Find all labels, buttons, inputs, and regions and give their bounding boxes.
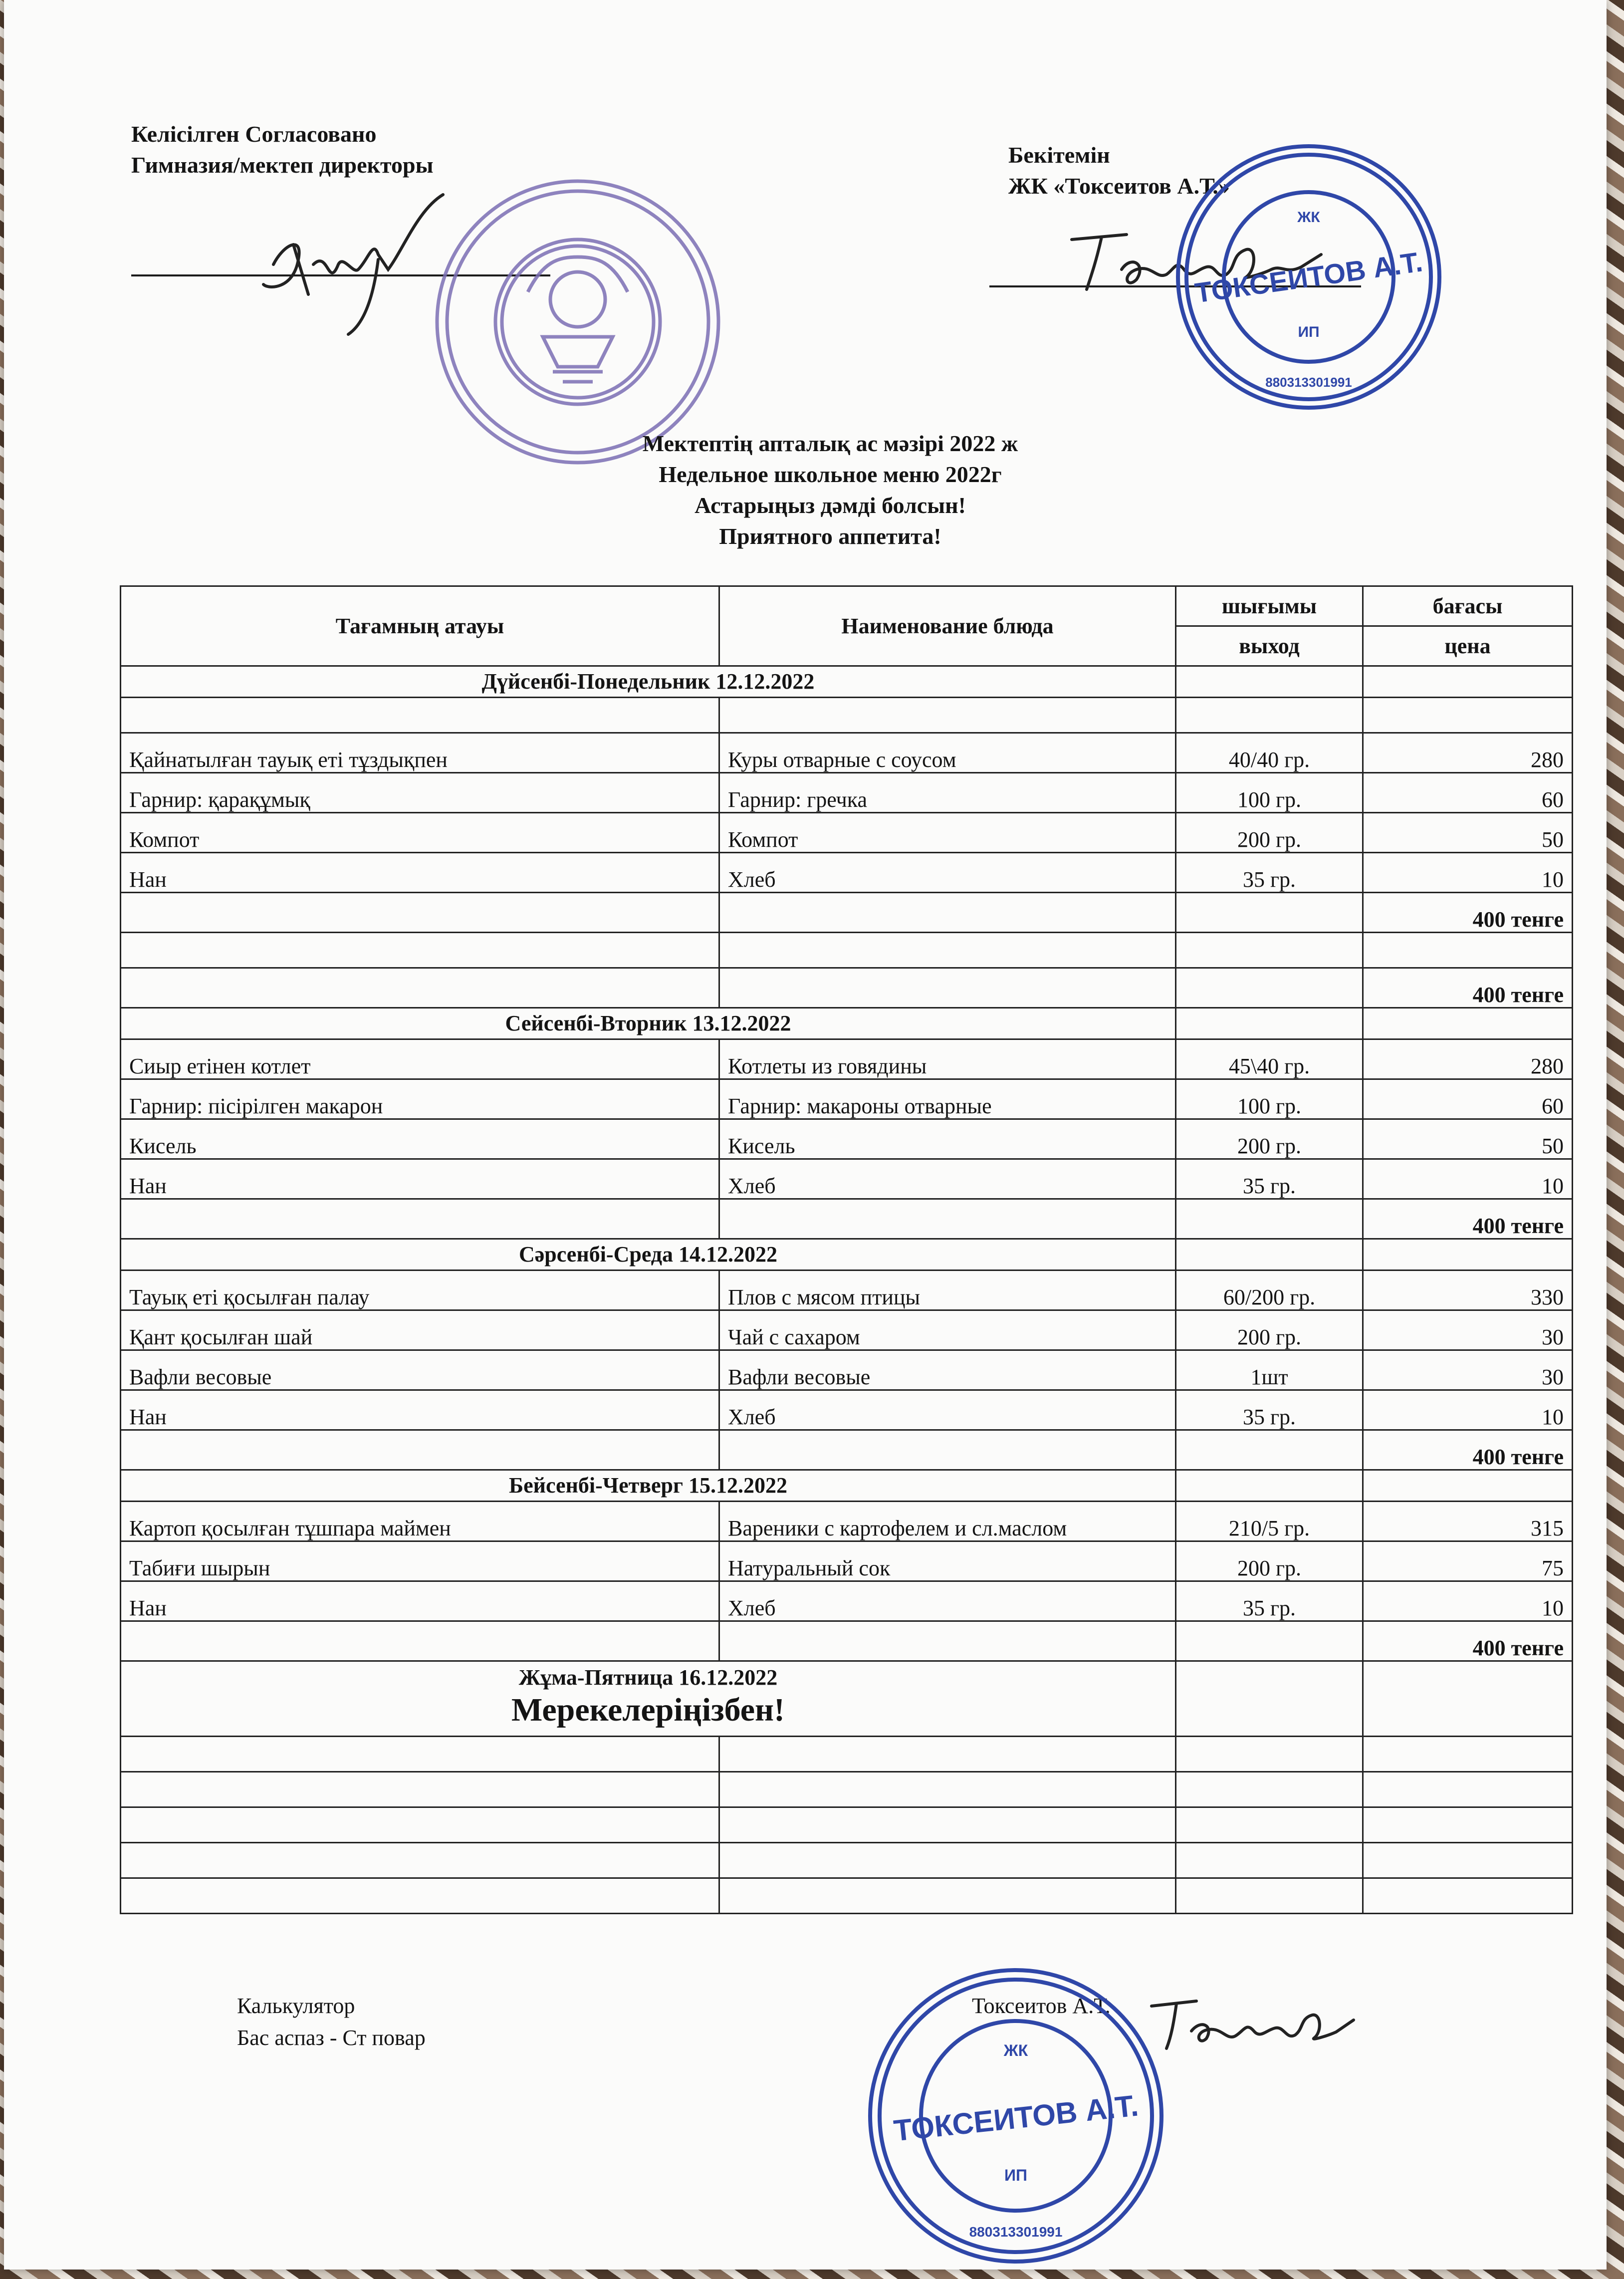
empty-cell: [1363, 1772, 1573, 1807]
day-total-row: [121, 1199, 1573, 1239]
footer-cook-name: Токсеитов А.Т.: [972, 1994, 1111, 2018]
empty-cell: [121, 1737, 719, 1772]
dish-price: 315: [1363, 1502, 1573, 1541]
menu-title-block: [4, 428, 1607, 552]
approval-right-line1: Бекітемін: [1008, 142, 1110, 168]
empty-cell: [719, 968, 1176, 1008]
day-header: Сәрсенбі-Среда 14.12.2022: [121, 1239, 1176, 1270]
dish-price: 280: [1363, 1039, 1573, 1079]
empty-cell: [121, 933, 719, 968]
empty-cell: [719, 1878, 1176, 1914]
stamp-top-label: ЖК: [1297, 209, 1320, 226]
day-header: Сейсенбі-Вторник 13.12.2022: [121, 1008, 1176, 1039]
dish-name-ru: Хлеб: [719, 1159, 1176, 1199]
header-dish-ru: Наименование блюда: [719, 586, 1176, 666]
empty-cell: [1363, 1843, 1573, 1878]
dish-price: 330: [1363, 1270, 1573, 1310]
dish-output: 210/5 гр.: [1176, 1502, 1363, 1541]
holiday-row: [121, 1661, 1573, 1737]
approval-left-line2: Гимназия/мектеп директоры: [131, 152, 434, 178]
dish-output: 100 гр.: [1176, 773, 1363, 813]
empty-cell: [1176, 1661, 1363, 1737]
dish-output: 200 гр.: [1176, 813, 1363, 853]
dish-output: 35 гр.: [1176, 1581, 1363, 1621]
menu-item-row: [121, 853, 1573, 893]
approval-left: [131, 119, 434, 181]
dish-price: 10: [1363, 853, 1573, 893]
empty-cell: [1363, 666, 1573, 698]
title-line-kk: Мектептің апталық ас мәзірі 2022 ж: [642, 431, 1018, 456]
empty-cell: [1176, 1843, 1363, 1878]
empty-cell: [121, 1199, 719, 1239]
title-line-ru: Недельное школьное меню 2022г: [659, 462, 1002, 487]
dish-name-ru: Гарнир: гречка: [719, 773, 1176, 813]
stamp-top-id: 880313301991: [1265, 375, 1352, 390]
day-total-row: [121, 968, 1573, 1008]
dish-price: 280: [1363, 733, 1573, 773]
menu-item-row: [121, 1541, 1573, 1581]
header-price-kk: бағасы: [1363, 586, 1573, 626]
dish-name-kk: Нан: [121, 1390, 719, 1430]
dish-name-kk: Тауық еті қосылған палау: [121, 1270, 719, 1310]
menu-item-row: [121, 1581, 1573, 1621]
empty-cell: [719, 1737, 1176, 1772]
day-header-row: [121, 1239, 1573, 1270]
header-output-ru: выход: [1176, 626, 1363, 666]
menu-item-row: [121, 1390, 1573, 1430]
menu-item-row: [121, 1270, 1573, 1310]
empty-cell: [719, 1772, 1176, 1807]
day-total-row: [121, 1621, 1573, 1661]
day-total: 400 тенге: [1363, 1199, 1573, 1239]
dish-name-ru: Хлеб: [719, 1390, 1176, 1430]
dish-price: 10: [1363, 1390, 1573, 1430]
dish-price: 50: [1363, 813, 1573, 853]
dish-name-ru: Чай с сахаром: [719, 1310, 1176, 1350]
stamp-bottom-bottom-label: ИП: [1004, 2166, 1027, 2184]
dish-name-kk: Гарнир: қарақұмық: [121, 773, 719, 813]
empty-cell: [1176, 893, 1363, 933]
empty-row: [121, 1878, 1573, 1914]
dish-name-kk: Қант қосылған шай: [121, 1310, 719, 1350]
menu-item-row: [121, 1039, 1573, 1079]
dish-name-kk: Гарнир: пісірілген макарон: [121, 1079, 719, 1119]
dish-output: 100 гр.: [1176, 1079, 1363, 1119]
empty-cell: [719, 1843, 1176, 1878]
title-wish-kk: Астарыңыз дәмді болсын!: [695, 493, 966, 518]
menu-table-body: [121, 666, 1573, 1914]
dish-name-kk: Компот: [121, 813, 719, 853]
menu-item-row: [121, 733, 1573, 773]
dish-name-ru: Гарнир: макароны отварные: [719, 1079, 1176, 1119]
empty-cell: [1176, 1807, 1363, 1843]
dish-name-ru: Хлеб: [719, 1581, 1176, 1621]
empty-cell: [1176, 1430, 1363, 1470]
company-round-stamp-bottom: [861, 1961, 1170, 2271]
empty-cell: [121, 698, 719, 733]
empty-cell: [1363, 1661, 1573, 1737]
empty-row: [121, 698, 1573, 733]
stamp-bottom-id: 880313301991: [969, 2224, 1063, 2240]
dish-name-ru: Котлеты из говядины: [719, 1039, 1176, 1079]
footer-signature: [1147, 1991, 1356, 2056]
day-header-row: [121, 666, 1573, 698]
empty-cell: [1176, 1239, 1363, 1270]
empty-row: [121, 933, 1573, 968]
empty-cell: [719, 1199, 1176, 1239]
dish-price: 10: [1363, 1159, 1573, 1199]
title-wish-ru: Приятного аппетита!: [719, 523, 941, 549]
approval-right-line2: ЖК «Токсеитов А.Т.»: [1008, 173, 1230, 199]
day-total: 400 тенге: [1363, 968, 1573, 1008]
dish-output: 200 гр.: [1176, 1310, 1363, 1350]
weekly-menu-table: [120, 585, 1573, 1914]
empty-cell: [1176, 933, 1363, 968]
dish-output: 35 гр.: [1176, 1159, 1363, 1199]
dish-output: 200 гр.: [1176, 1541, 1363, 1581]
empty-row: [121, 1737, 1573, 1772]
dish-name-kk: Сиыр етінен котлет: [121, 1039, 719, 1079]
dish-output: 1шт: [1176, 1350, 1363, 1390]
dish-name-kk: Вафли весовые: [121, 1350, 719, 1390]
empty-cell: [719, 933, 1176, 968]
header-price-ru: цена: [1363, 626, 1573, 666]
footer-calculator: Калькулятор: [237, 1994, 355, 2018]
menu-item-row: [121, 1502, 1573, 1541]
dish-price: 60: [1363, 773, 1573, 813]
empty-cell: [1363, 1807, 1573, 1843]
dish-name-kk: Нан: [121, 1159, 719, 1199]
dish-name-kk: Нан: [121, 1581, 719, 1621]
menu-item-row: [121, 813, 1573, 853]
empty-cell: [1363, 1008, 1573, 1039]
dish-output: 35 гр.: [1176, 853, 1363, 893]
menu-item-row: [121, 1079, 1573, 1119]
dish-output: 60/200 гр.: [1176, 1270, 1363, 1310]
empty-cell: [1176, 1199, 1363, 1239]
empty-cell: [1363, 698, 1573, 733]
menu-item-row: [121, 773, 1573, 813]
dish-name-ru: Натуральный сок: [719, 1541, 1176, 1581]
dish-output: 35 гр.: [1176, 1390, 1363, 1430]
empty-cell: [121, 1430, 719, 1470]
dish-price: 30: [1363, 1310, 1573, 1350]
holiday-day-header: Жұма-Пятница 16.12.2022: [518, 1665, 778, 1690]
day-total: 400 тенге: [1363, 1621, 1573, 1661]
dish-price: 60: [1363, 1079, 1573, 1119]
dish-name-ru: Хлеб: [719, 853, 1176, 893]
dish-name-kk: Нан: [121, 853, 719, 893]
empty-cell: [1176, 1772, 1363, 1807]
empty-cell: [121, 1621, 719, 1661]
dish-name-ru: Компот: [719, 813, 1176, 853]
day-header: Дүйсенбі-Понедельник 12.12.2022: [121, 666, 1176, 698]
empty-cell: [719, 698, 1176, 733]
dish-name-kk: Кисель: [121, 1119, 719, 1159]
empty-cell: [1363, 1470, 1573, 1502]
day-header-row: [121, 1008, 1573, 1039]
empty-cell: [719, 1807, 1176, 1843]
dish-price: 75: [1363, 1541, 1573, 1581]
school-round-seal: [428, 172, 727, 472]
day-total-row: [121, 1430, 1573, 1470]
dish-name-kk: Табиғи шырын: [121, 1541, 719, 1581]
day-total-row: [121, 893, 1573, 933]
empty-row: [121, 1807, 1573, 1843]
empty-cell: [121, 1772, 719, 1807]
dish-price: 10: [1363, 1581, 1573, 1621]
empty-row: [121, 1772, 1573, 1807]
empty-row: [121, 1843, 1573, 1878]
day-header-row: [121, 1470, 1573, 1502]
dish-price: 30: [1363, 1350, 1573, 1390]
footer-left: [237, 1990, 426, 2054]
dish-name-ru: Вафли весовые: [719, 1350, 1176, 1390]
empty-cell: [1176, 698, 1363, 733]
dish-output: 45\40 гр.: [1176, 1039, 1363, 1079]
approval-left-line1: Келісілген Согласовано: [131, 121, 377, 147]
empty-cell: [719, 1430, 1176, 1470]
stamp-bottom-center-name: ТОКСЕИТОВ А.Т.: [892, 2088, 1140, 2148]
footer-chief-cook: Бас аспаз - Ст повар: [237, 2026, 426, 2050]
dish-name-ru: Куры отварные с соусом: [719, 733, 1176, 773]
dish-output: 40/40 гр.: [1176, 733, 1363, 773]
empty-cell: [1363, 1878, 1573, 1914]
document-page: [4, 0, 1607, 2270]
empty-cell: [719, 1621, 1176, 1661]
empty-cell: [1176, 968, 1363, 1008]
header-output-kk: шығымы: [1176, 586, 1363, 626]
empty-cell: [1176, 1621, 1363, 1661]
empty-cell: [121, 968, 719, 1008]
empty-cell: [1363, 1239, 1573, 1270]
empty-cell: [1176, 1737, 1363, 1772]
menu-item-row: [121, 1350, 1573, 1390]
day-header: Бейсенбі-Четверг 15.12.2022: [121, 1470, 1176, 1502]
menu-item-row: [121, 1159, 1573, 1199]
day-total: 400 тенге: [1363, 1430, 1573, 1470]
empty-cell: [1176, 1878, 1363, 1914]
dish-output: 200 гр.: [1176, 1119, 1363, 1159]
dish-name-ru: Кисель: [719, 1119, 1176, 1159]
dish-name-ru: Плов с мясом птицы: [719, 1270, 1176, 1310]
empty-cell: [1363, 933, 1573, 968]
empty-cell: [719, 893, 1176, 933]
empty-cell: [1176, 1470, 1363, 1502]
dish-name-kk: Картоп қосылған тұшпара маймен: [121, 1502, 719, 1541]
dish-name-ru: Вареники с картофелем и сл.маслом: [719, 1502, 1176, 1541]
dish-price: 50: [1363, 1119, 1573, 1159]
holiday-greeting: Мерекелеріңізбен!: [511, 1692, 785, 1728]
header-dish-kk: Тағамның атауы: [121, 586, 719, 666]
empty-cell: [121, 893, 719, 933]
holiday-cell: [121, 1661, 1176, 1737]
empty-cell: [121, 1843, 719, 1878]
menu-item-row: [121, 1310, 1573, 1350]
empty-cell: [121, 1807, 719, 1843]
company-round-stamp-top: [1169, 137, 1448, 417]
empty-cell: [121, 1878, 719, 1914]
empty-cell: [1176, 1008, 1363, 1039]
stamp-top-center-name: ТОКСЕИТОВ А.Т.: [1193, 246, 1425, 309]
empty-cell: [1176, 666, 1363, 698]
menu-item-row: [121, 1119, 1573, 1159]
stamp-bottom-label: ЖК: [1003, 2041, 1028, 2059]
empty-cell: [1363, 1737, 1573, 1772]
day-total: 400 тенге: [1363, 893, 1573, 933]
stamp-top-bottom-label: ИП: [1298, 324, 1320, 340]
dish-name-kk: Қайнатылған тауық еті тұздықпен: [121, 733, 719, 773]
